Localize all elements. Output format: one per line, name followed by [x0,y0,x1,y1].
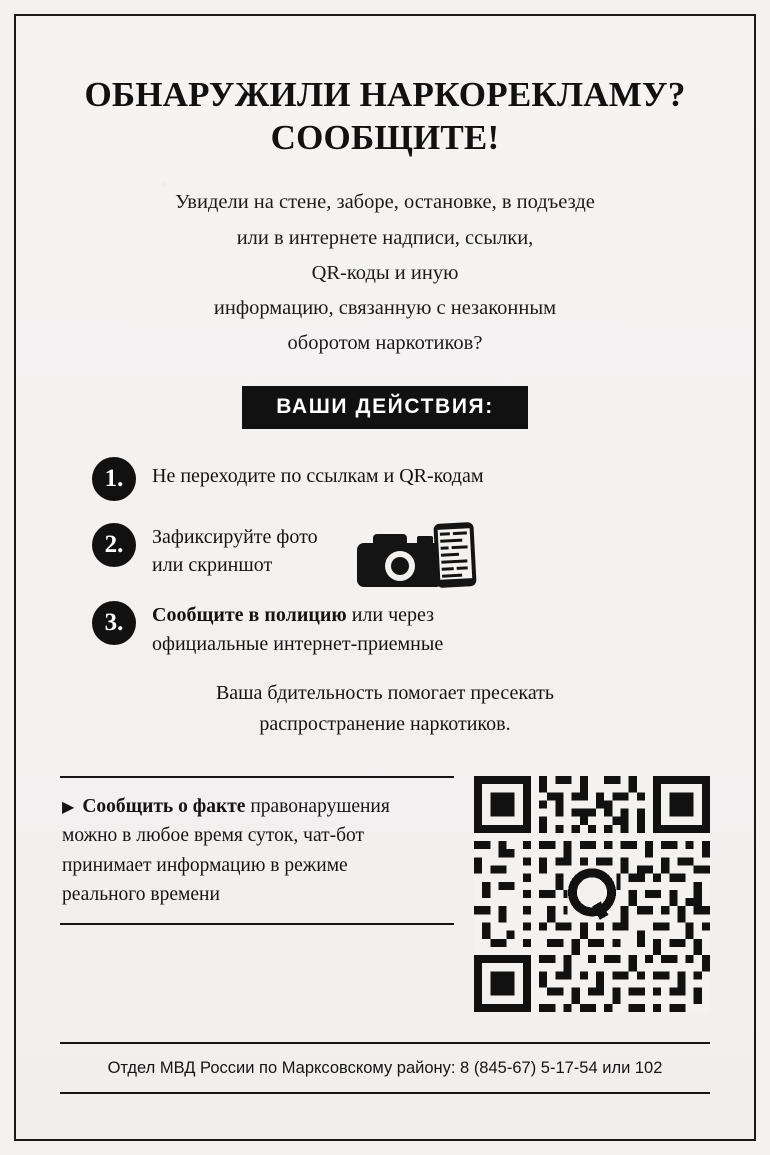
cta-line-3: принимает информацию в режиме [62,854,348,876]
step-3-line-2: официальные интернет-приемные [152,632,444,655]
step-3-rest: или через [346,604,435,627]
cta-text [60,778,454,923]
intro-line-3: QR-коды и иную [311,261,459,284]
cta-section [60,774,710,1012]
step-2-line-2: или скриншот [152,554,273,577]
steps-list [60,455,710,659]
step-3-line-1 [152,601,443,629]
intro-paragraph [60,185,710,361]
step-2-line-1: Зафиксируйте фото [152,525,318,548]
list-item [92,521,710,580]
cta-text-block [60,774,454,925]
title-line-2: СООБЩИТЕ! [270,117,500,157]
list-item [92,599,710,658]
intro-line-5: оборотом наркотиков? [287,332,483,355]
step-text [152,521,318,580]
qr-code-image[interactable] [474,776,710,1012]
page-title [60,74,710,159]
actions-banner-wrap [60,386,710,429]
camera-phone-icon [357,521,487,587]
closing-line-2: распространение наркотиков. [259,713,511,736]
footer-divider-bottom [60,1092,710,1094]
cta-bold: Сообщить о факте [82,796,246,818]
title-line-1: ОБНАРУЖИЛИ НАРКОРЕКЛАМУ? [84,75,686,114]
actions-banner: ВАШИ ДЕЙСТВИЯ: [242,386,528,429]
camera-lens-icon [391,557,409,575]
step-3-bold: Сообщите в полицию [152,604,347,627]
closing-note [60,678,710,740]
cta-line-1 [62,792,452,821]
step-number-badge: 2. [92,523,136,567]
triangle-icon: ▶ [62,799,75,817]
step-text [152,599,443,658]
step-text [152,455,483,490]
phone-screen-icon [438,528,473,580]
intro-line-1: Увидели на стене, заборе, остановке, в подъезде [175,191,595,214]
cta-line-2: можно в любое время суток, чат-бот [62,825,365,847]
closing-line-1: Ваша бдительность помогает пресекать [215,682,555,705]
step-1-line-1: Не переходите по ссылкам и QR-кодам [152,464,484,487]
list-item [92,455,710,501]
cta-line-4: реального времени [62,883,220,905]
divider-bottom [60,923,454,925]
smartphone-icon [433,522,476,588]
poster-frame [14,14,756,1141]
step-number-badge: 1. [92,457,136,501]
intro-line-2: или в интернете надписи, ссылки, [236,226,534,249]
footer-contact: Отдел МВД России по Марксовскому району: 8 (845-67) 5-17-54 или 102 [107,1059,663,1078]
qr-code[interactable] [474,776,710,1012]
intro-line-4: информацию, связанную с незаконным [213,297,557,320]
cta-rest: правонарушения [245,796,390,818]
step-number-badge: 3. [92,601,136,645]
